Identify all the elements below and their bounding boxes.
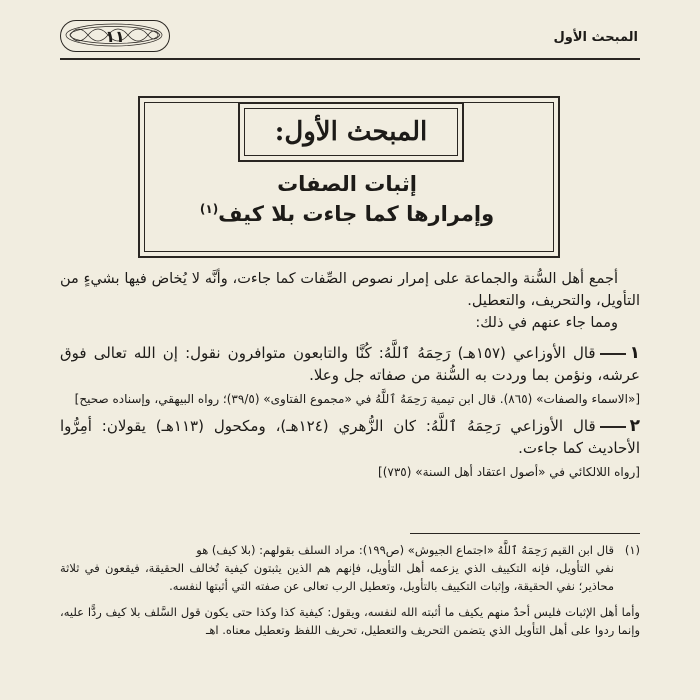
item-number-1: ١: [629, 343, 640, 363]
footnote-rule: [410, 533, 640, 534]
page-number: ١١: [105, 26, 125, 46]
section-label: المبحث الأول:: [274, 117, 428, 147]
footnote-ref: (١): [199, 202, 219, 216]
chapter-title-line1: إثبات الصفات: [277, 172, 417, 196]
item-number-2: ٢: [629, 416, 640, 436]
footnote-1-line1: [60, 541, 640, 559]
footnote-1-continuation: نفي التأويل، فإنه التكييف الذي يزعمه أهل التأويل، فإنهم هم الذين يثبتون كيفية تُخالف الحقيقة، فيقعون في ثلاثة محاذير؛ نفي الحقيقة، وإثبات التكييف بالتأويل، وتعطيل الرب تعالى عن صفته التي أثبتها لنفسه.: [60, 561, 614, 593]
section-label-box: [238, 102, 464, 162]
footnote-1-text: قال ابن القيم رَحِمَهُ ٱللَّهُ «اجتماع الجيوش» (ص١٩٩): مراد السلف بقولهم: (بلا كيف) هو: [196, 543, 614, 557]
chapter-title-line2: [138, 202, 556, 226]
page-number-badge: [60, 20, 170, 52]
quote-item-1: [60, 342, 640, 386]
footnote-1-paragraph2: وأما أهل الإثبات فليس أحدٌ منهم يكيف ما أثبته الله لنفسه، ويقول: كيفية كذا وكذا حتى يكون قول السَّلف بلا كيف ردًّا عليه، وإنما ردوا على أهل التأويل الذي يتضمن التحريف والتعطيل، تحريف اللفظ وتعطيل معناه. اهـ: [60, 605, 640, 637]
source-citation-2: [رواه اللالكائي في «أصول اعتقاد أهل السنة» (٧٣٥)]: [378, 465, 640, 479]
intro-paragraph: أجمع أهل السُّنة والجماعة على إمرار نصوص الصِّفات كما جاءت، وأنَّه لا يُخاض فيها بشيءٍ من التأويل، والتحريف، والتعطيل.: [60, 271, 640, 309]
dash-ornament: [600, 426, 626, 428]
footnotes: [60, 541, 640, 639]
source-citation-1: [«الاسماء والصفات» (٨٦٥). قال ابن تيمية رَحِمَهُ ٱللَّهُ في «مجموع الفتاوى» (٣٩/٥)؛ رواه البيهقي، وإسناده صحيح]: [74, 392, 640, 406]
body-text: [60, 268, 640, 488]
dash-ornament: [600, 353, 626, 355]
header-rule: [60, 58, 640, 60]
item-text-2: قال الأوزاعي رَحِمَهُ ٱللَّهُ: كان الزُّهري (١٢٤هـ)، ومكحول (١١٣هـ) يقولان: أمِرُّوا الأحاديث كما جاءت.: [60, 417, 640, 457]
chapter-title-line2-text: وإمرارها كما جاءت بلا كيف: [218, 202, 495, 226]
lead-in-paragraph: ومما جاء عنهم في ذلك:: [475, 315, 618, 331]
running-title: المبحث الأول: [553, 30, 638, 45]
item-text-1: قال الأوزاعي (١٥٧هـ) رَحِمَهُ ٱللَّهُ: كُنَّا والتابعون متوافرون نقول: إن الله تعالى فوق عرشه، ونؤمن بما وردت به السُّنة من صفاته جل وعلا.: [60, 344, 640, 384]
quote-item-2: [60, 415, 640, 459]
running-header: [60, 28, 640, 54]
footnote-mark: (١): [624, 543, 640, 557]
